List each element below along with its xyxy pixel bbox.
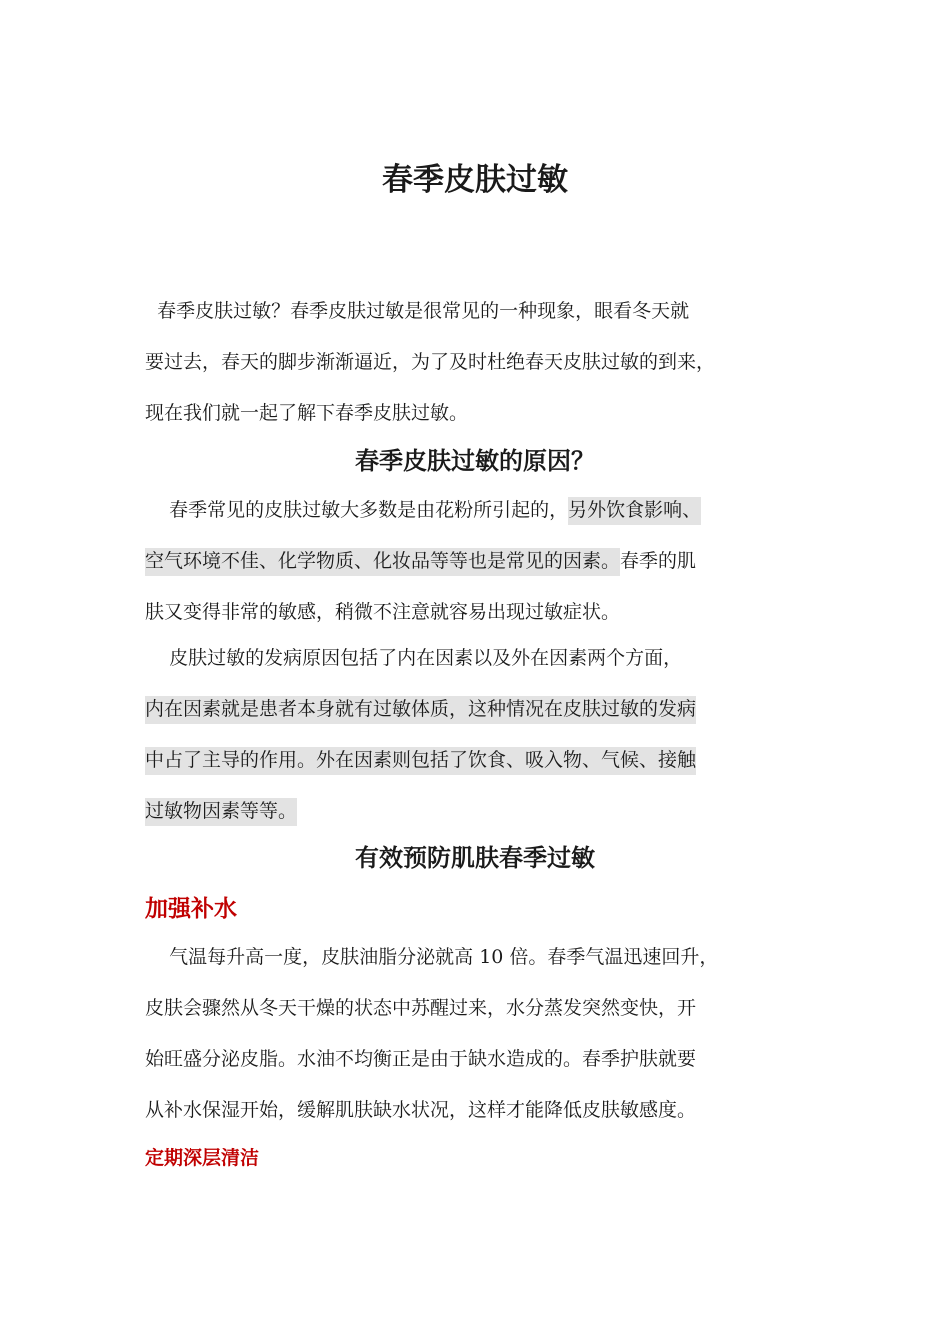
text-line: 皮肤会骤然从冬天干燥的状态中苏醒过来，水分蒸发突然变快，开 [145,997,697,1019]
text-span: 春季常见的皮肤过敏大多数是由花粉所引起的， [145,499,569,521]
causes-paragraph-1 [145,485,835,638]
text-line [145,684,835,735]
subheading-deep-cleansing: 定期深层清洁 [145,1147,260,1169]
text-line [145,786,835,837]
text-line [145,735,835,786]
text-line: 从补水保湿开始，缓解肌肤缺水状况，这样才能降低皮肤敏感度。 [145,1099,697,1121]
text-line: 气温每升高一度，皮肤油脂分泌就高 10 倍。春季气温迅速回升， [145,946,719,968]
highlighted-text: 中占了主导的作用。外在因素则包括了饮食、吸入物、气候、接触 [145,747,696,775]
text-line: 春季皮肤过敏？春季皮肤过敏是很常见的一种现象，眼看冬天就 [145,300,690,322]
intro-paragraph [145,286,835,439]
text-line [145,485,835,536]
highlighted-text: 内在因素就是患者本身就有过敏体质，这种情况在皮肤过敏的发病 [145,696,696,724]
section-heading-causes: 春季皮肤过敏的原因？ [355,447,595,475]
text-line: 始旺盛分泌皮脂。水油不均衡正是由于缺水造成的。春季护肤就要 [145,1048,697,1070]
hydration-paragraph [145,932,835,1136]
document-title: 春季皮肤过敏 [382,162,568,198]
text-line: 皮肤过敏的发病原因包括了内在因素以及外在因素两个方面， [145,647,683,669]
text-line [145,536,835,587]
causes-paragraph-2 [145,633,835,837]
section-heading-prevention: 有效预防肌肤春季过敏 [355,844,595,872]
subheading-hydration: 加强补水 [145,896,237,922]
text-line: 现在我们就一起了解下春季皮肤过敏。 [145,402,469,424]
text-line: 肤又变得非常的敏感，稍微不注意就容易出现过敏症状。 [145,601,621,623]
highlighted-text: 另外饮食影响、 [568,497,701,525]
text-line: 要过去，春天的脚步渐渐逼近，为了及时杜绝春天皮肤过敏的到来， [145,351,716,373]
highlighted-text: 过敏物因素等等。 [145,798,297,826]
highlighted-text: 空气环境不佳、化学物质、化妆品等等也是常见的因素。 [145,548,620,576]
text-span: 春季的肌 [620,550,697,572]
